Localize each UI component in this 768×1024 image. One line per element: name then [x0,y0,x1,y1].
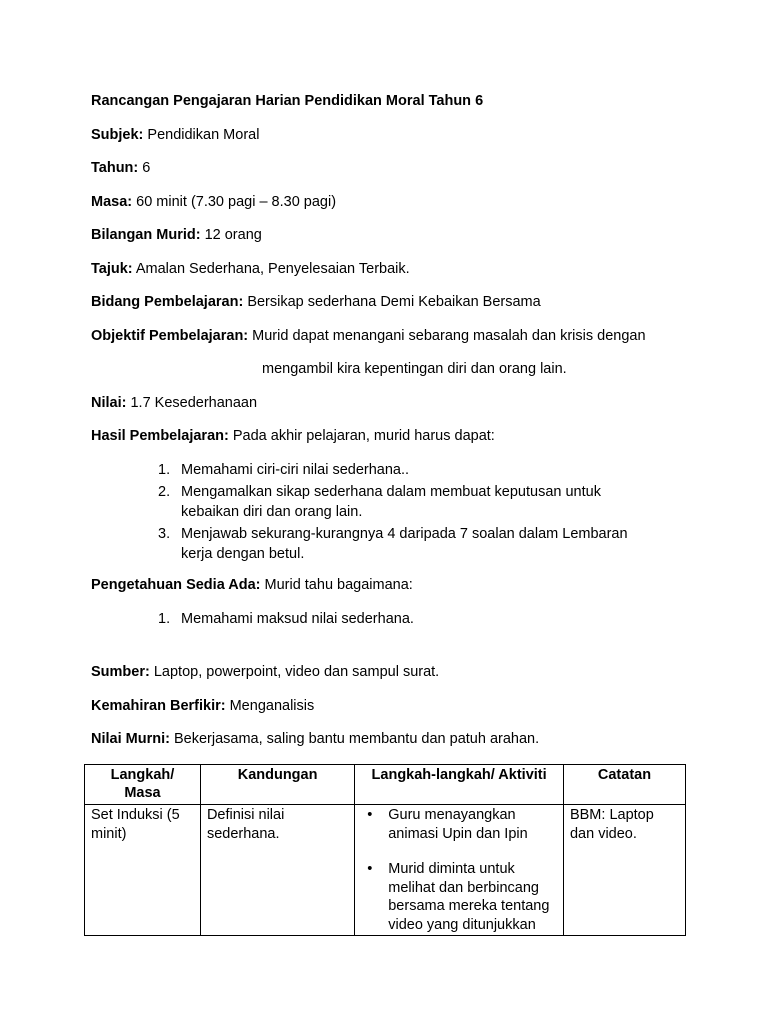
field-sumber [91,664,439,680]
field-label: Bilangan Murid: [91,227,201,243]
field-label: Tajuk: [91,261,133,277]
field-label: Nilai Murni: [91,731,170,747]
field-value: 60 minit (7.30 pagi – 8.30 pagi) [132,194,337,210]
field-kemahiran-berfikir [91,698,314,714]
list-item: • Guru menayangkan animasi Upin dan Ipin [367,807,528,842]
field-value: Laptop, powerpoint, video dan sampul surat. [149,664,440,680]
field-value: Pada akhir pelajaran, murid harus dapat: [228,428,495,444]
field-label: Objektif Pembelajaran: [91,328,249,344]
bullet-icon: • [367,861,373,877]
field-value: 12 orang [200,227,262,243]
field-nilai-murni [91,731,539,747]
field-value: Amalan Sederhana, Penyelesaian Terbaik. [132,261,410,277]
field-label: Kemahiran Berfikir: [91,698,226,714]
field-subjek [91,127,259,143]
cell-aktiviti [355,805,564,936]
field-label: Hasil Pembelajaran: [91,428,229,444]
list-item: 1. Memahami maksud nilai sederhana. [158,611,414,627]
document-title: Rancangan Pengajaran Harian Pendidikan Moral Tahun 6 [91,93,484,109]
field-value: Pendidikan Moral [143,127,260,143]
header-aktiviti: Langkah-langkah/ Aktiviti [355,765,564,805]
list-item: 2. Mengamalkan sikap sederhana dalam membuat keputusan untuk kebaikan diri dan orang lain. [158,483,601,520]
field-label: Bidang Pembelajaran: [91,294,244,310]
cell-kandungan: Definisi nilai sederhana. [200,805,354,936]
list-item: 1. Memahami ciri-ciri nilai sederhana.. [158,462,410,478]
field-value: Murid dapat menangani sebarang masalah dan krisis dengan [248,328,646,344]
field-label: Tahun: [91,160,139,176]
cell-langkah: Set Induksi (5 minit) [85,805,201,936]
field-tajuk [91,261,410,277]
field-value: Bersikap sederhana Demi Kebaikan Bersama [243,294,541,310]
table-row [85,805,686,936]
field-value: Menganalisis [225,698,315,714]
field-bidang-pembelajaran [91,294,541,310]
field-nilai [91,395,257,411]
field-label: Sumber: [91,664,150,680]
aktiviti-list [361,806,557,934]
field-label: Masa: [91,194,133,210]
field-value: Murid tahu bagaimana: [260,577,413,593]
list-item: 3. Menjawab sekurang-kurangnya 4 daripada 7 soalan dalam Lembaran kerja dengan betul. [158,525,628,562]
field-value: 6 [138,160,151,176]
field-label: Nilai: [91,395,127,411]
field-bilangan-murid [91,227,262,243]
field-pengetahuan-sedia-ada [91,577,413,593]
field-objektif-pembelajaran [91,328,646,344]
list-item: • Murid diminta untuk melihat dan berbincang bersama mereka tentang video yang ditunjukkan [367,861,550,933]
objektif-continuation: mengambil kira kepentingan diri dan orang lain. [262,361,567,377]
field-value: Bekerjasama, saling bantu membantu dan patuh arahan. [169,731,540,747]
cell-catatan: BBM: Laptop dan video. [563,805,685,936]
pengetahuan-list [158,609,658,631]
field-masa [91,194,336,210]
field-value: 1.7 Kesederhanaan [126,395,258,411]
bullet-icon: • [367,807,373,823]
field-hasil-pembelajaran [91,428,495,444]
hasil-list [158,460,638,566]
header-catatan: Catatan [563,765,685,805]
field-label: Subjek: [91,127,144,143]
field-tahun [91,160,150,176]
header-kandungan: Kandungan [200,765,354,805]
table-header-row [85,765,686,805]
lesson-table [84,764,686,936]
field-label: Pengetahuan Sedia Ada: [91,577,261,593]
header-langkah-masa: Langkah/ Masa [85,765,201,805]
